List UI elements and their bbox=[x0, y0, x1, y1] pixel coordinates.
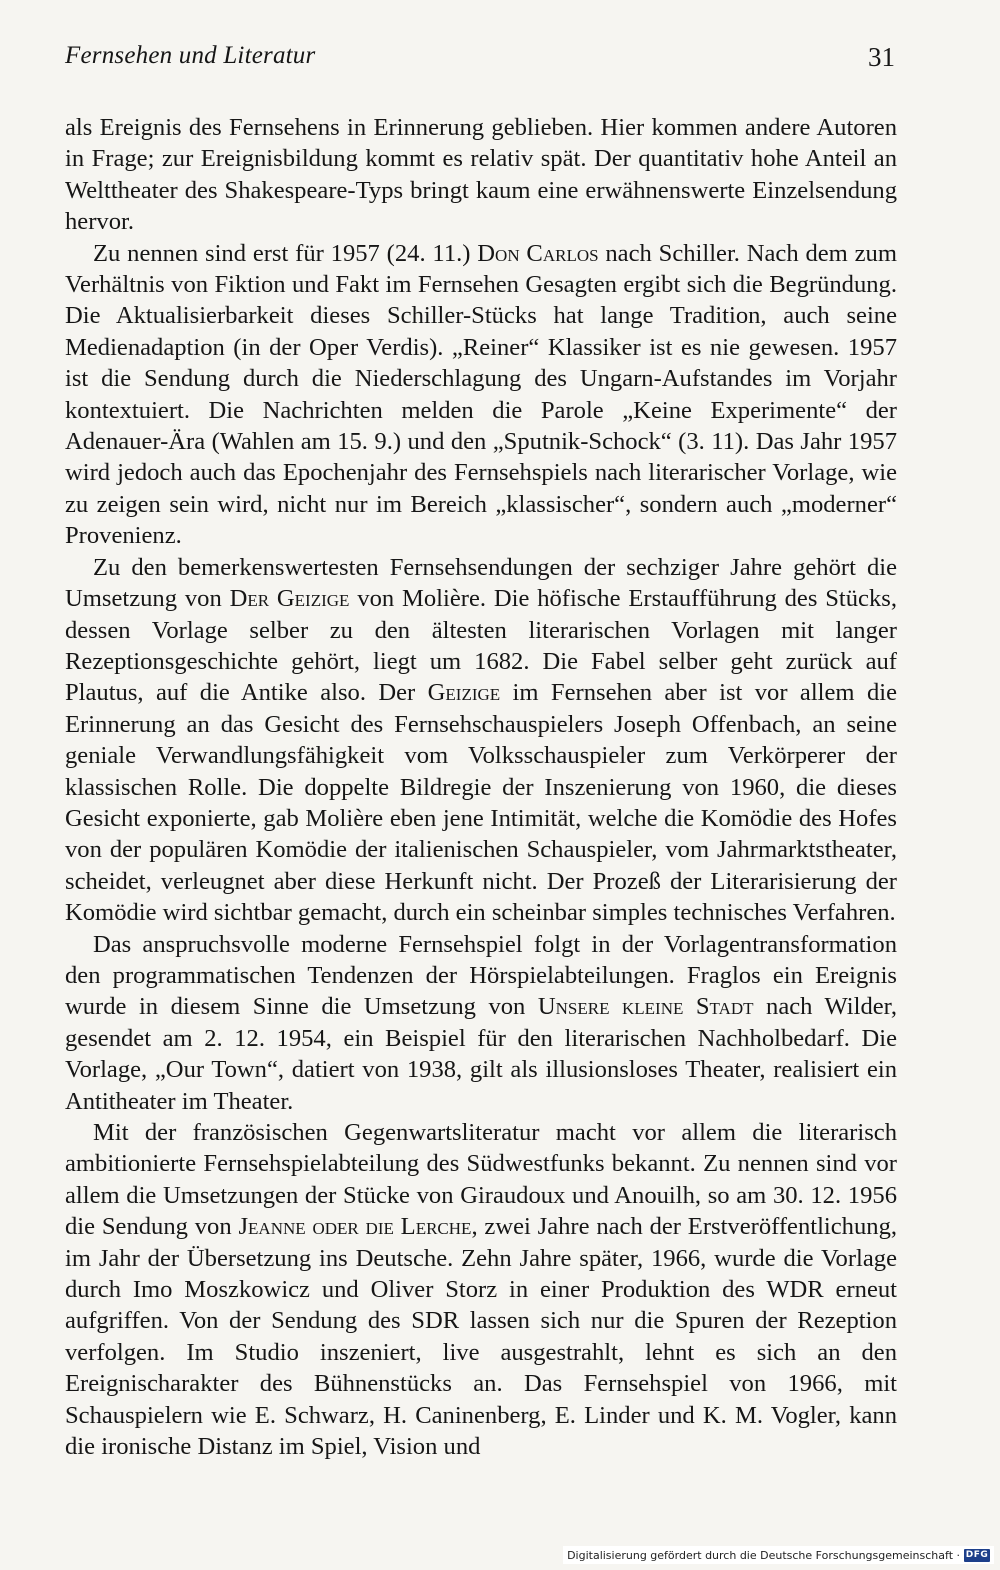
work-title: Geizige bbox=[427, 679, 501, 707]
paragraph-text: Zu nennen sind erst für 1957 (24. 11.) bbox=[93, 239, 478, 267]
paragraph-3 bbox=[65, 552, 897, 929]
paragraph-text: nach Wilder, gesendet am 2. 12. 1954, ein Beispiel für den literarischen Nachholbedarf. Die Vorlage, „Our Town“, datiert von 1938, gilt als illusionsloses Theater, realisiert ein Antitheater im Theater. bbox=[65, 993, 898, 1115]
paragraph-text: Das anspruchsvolle moderne Fernsehspiel folgt in der Vorlagentransformation den programmatischen Tendenzen der Hörspielabteilungen. Fraglos ein Ereignis wurde in diesem Sinne die Umsetzung von bbox=[65, 930, 897, 1021]
work-title: Der Geizige bbox=[229, 585, 350, 613]
paragraph-4 bbox=[65, 929, 897, 1117]
credit-text: Digitalisierung gefördert durch die Deutsche Forschungsgemeinschaft · bbox=[567, 1548, 960, 1562]
paragraph-text: als Ereignis des Fernsehens in Erinnerung geblieben. Hier kommen andere Autoren in Frage; zur Ereignisbildung kommt es relativ spät. Der quantitativ hohe Anteil an Welttheater des Shakespeare-Typs bringt kaum eine erwähnenswerte Einzelsendung hervor. bbox=[65, 114, 897, 236]
paragraph-text: im Fernsehen aber ist vor allem die Erinnerung an das Gesicht des Fernsehschauspielers Joseph Offenbach, an seine geniale Verwandlungsfähigkeit vom Volksschauspieler zum Verkörperer der klassischen Rolle. Die doppelte Bildregie der Inszenierung von 1960, die dieses Gesicht exponierte, gab Molière eben jene Intimität, welche die Komödie des Hofes von der populären Komödie der italienischen Schauspieler, vom Jahrmarktstheater, scheidet, verleugnet aber diese Herkunft nicht. Der Prozeß der Literarisierung der Komödie wird sichtbar gemacht, durch ein scheinbar simples technisches Verfahren. bbox=[65, 679, 898, 927]
page-number: 31 bbox=[868, 42, 895, 72]
paragraph-text: Mit der französischen Gegenwartsliteratur macht vor allem die literarisch ambitionierte Fernsehspielabteilung des Südwestfunks bekannt. Zu nennen sind vor allem die Umsetzungen der Stücke von Giraudoux und Anouilh, so am 30. 12. 1956 die Sendung von bbox=[65, 1119, 897, 1241]
body-text bbox=[65, 112, 897, 1462]
work-title: Don Carlos bbox=[477, 239, 599, 267]
paragraph-2 bbox=[65, 238, 897, 552]
paragraph-text: , zwei Jahre nach der Erstveröffentlichung, im Jahr der Übersetzung ins Deutsche. Zehn Jahre später, 1966, wurde die Vorlage durch Imo Moszkowicz und Oliver Storz in einer Produktion des WDR erneut aufgriffen. Von der Sendung des SDR lassen sich nur die Spuren der Rezeption verfolgen. Im Studio inszeniert, live ausgestrahlt, lehnt es sich an den Ereignischarakter des Bühnenstücks an. Das Fernsehspiel von 1966, mit Schauspielern wie E. Schwarz, H. Caninenberg, E. Linder und K. M. Vogler, kann die ironische Distanz im Spiel, Vision und bbox=[65, 1213, 898, 1461]
running-title: Fernsehen und Literatur bbox=[65, 42, 316, 69]
paragraph-text: von Molière. Die höfische Erstaufführung des Stücks, dessen Vorlage selber zu den ältesten literarischen Vorlagen mit langer Rezeptionsgeschichte gehört, liegt um 1682. Die Fabel selber geht zurück auf Plautus, auf die Antike also. Der bbox=[65, 585, 897, 707]
page-header bbox=[65, 42, 895, 78]
digitization-credit bbox=[563, 1546, 994, 1564]
paragraph-text: nach Schiller. Nach dem zum Verhältnis von Fiktion und Fakt im Fernsehen Gesagten ergibt sich die Begründung. Die Aktualisierbarkeit dieses Schiller-Stücks hat lange Tradition, auch seine Medienadaption (in der Oper Verdis). „Reiner“ Klassiker ist es nie gewesen. 1957 ist die Sendung durch die Niederschlagung des Ungarn-Aufstandes im Vorjahr kontextuiert. Die Nachrichten melden die Parole „Keine Experimente“ der Adenauer-Ära (Wahlen am 15. 9.) und den „Sputnik-Schock“ (3. 11). Das Jahr 1957 wird jedoch auch das Epochenjahr des Fernsehspiels nach literarischer Vorlage, wie zu zeigen sein wird, nicht nur im Bereich „klassischer“, sondern auch „moderner“ Provenienz. bbox=[65, 239, 897, 550]
paragraph-5 bbox=[65, 1117, 897, 1462]
paragraph-text: Zu den bemerkenswertesten Fernsehsendungen der sechziger Jahre gehört die Umsetzung von bbox=[65, 553, 897, 613]
work-title: Unsere kleine Stadt bbox=[537, 993, 754, 1021]
work-title: Jeanne oder die Lerche bbox=[238, 1213, 472, 1241]
dfg-logo-icon: DFG bbox=[965, 1550, 989, 1560]
paragraph-1 bbox=[65, 112, 897, 238]
